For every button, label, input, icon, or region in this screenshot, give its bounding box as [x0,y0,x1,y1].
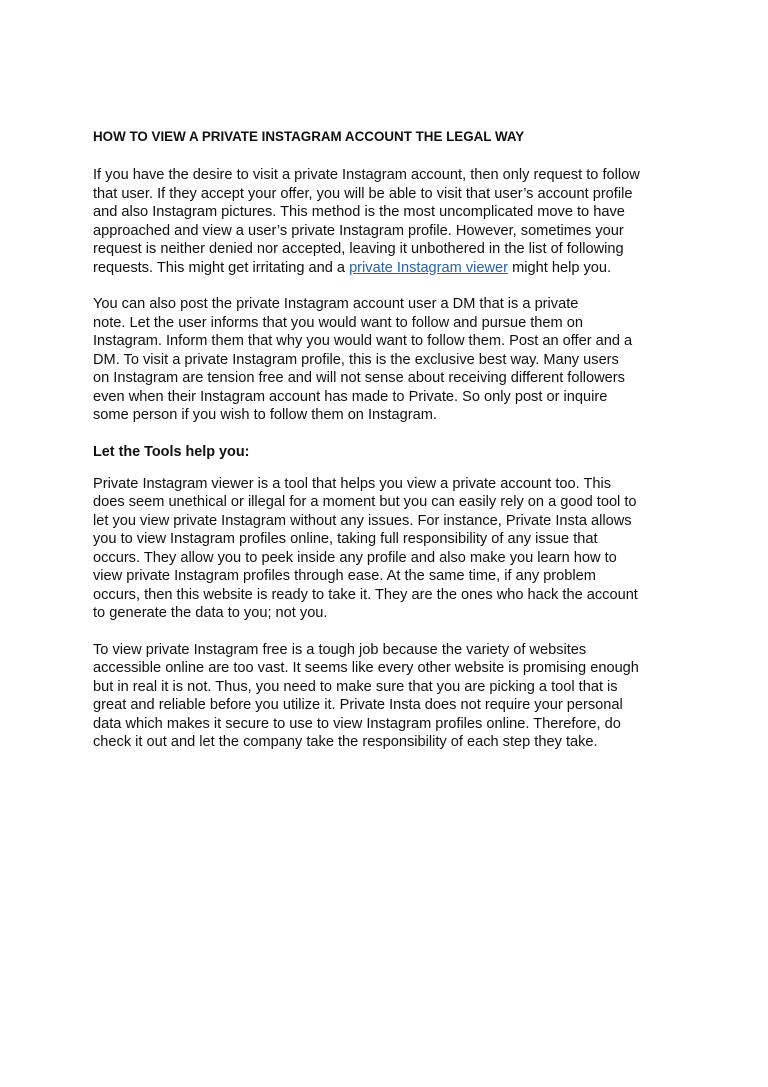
text-line: occurs. They allow you to peek inside any profile and also make you learn how to [93,549,617,566]
text-line: some person if you wish to follow them on Instagram. [93,407,437,423]
paragraph-request-follow [93,166,683,277]
text-line: let you view private Instagram without any issues. For instance, Private Insta allows [93,512,632,529]
text-line: on Instagram are tension free and will not sense about receiving different followers [93,370,625,386]
text-line: data which makes it secure to use to view Instagram profiles online. Therefore, do [93,715,621,732]
document-body [93,128,683,770]
text-line: but in real it is not. Thus, you need to make sure that you are picking a tool that is [93,678,618,695]
section-heading: Let the Tools help you: [93,443,250,460]
text-line [93,259,683,278]
text-line: accessible online are too vast. It seems like every other website is promising enough [93,660,639,676]
text-line: and also Instagram pictures. This method is the most uncomplicated move to have [93,204,625,220]
text-line: even when their Instagram account has made to Private. So only post or inquire [93,388,608,405]
private-instagram-viewer-link[interactable]: private Instagram viewer [349,259,509,276]
paragraph-free-viewing [93,641,683,752]
text-line: that user. If they accept your offer, you will be able to visit that user’s account profile [93,185,633,202]
paragraph-direct-message [93,295,683,425]
text-line: occurs, then this website is ready to take it. They are the ones who hack the account [93,586,638,603]
paragraph-tools [93,475,683,623]
text-line: You can also post the private Instagram account user a DM that is a private [93,296,579,312]
text-line: Instagram. Inform them that why you would want to follow them. Post an offer and a [93,333,633,349]
text-segment: might help you. [508,259,612,276]
text-line: great and reliable before you utilize it. Private Insta does not require your personal [93,697,623,713]
text-line: to generate the data to you; not you. [93,605,328,621]
document-title: HOW TO VIEW A PRIVATE INSTAGRAM ACCOUNT THE LEGAL WAY [93,129,525,144]
text-line: To view private Instagram free is a tough job because the variety of websites [93,641,587,658]
text-line: Private Instagram viewer is a tool that helps you view a private account too. This [93,475,612,492]
text-line: check it out and let the company take the responsibility of each step they take. [93,734,598,750]
text-segment: requests. This might get irritating and a [93,259,350,276]
text-line: note. Let the user informs that you would want to follow and pursue them on [93,314,583,331]
text-line: request is neither denied nor accepted, leaving it unbothered in the list of following [93,241,624,257]
text-line: approached and view a user’s private Instagram profile. However, sometimes your [93,222,624,239]
text-line: you to view Instagram profiles online, taking full responsibility of any issue that [93,531,598,547]
text-line: If you have the desire to visit a private Instagram account, then only request to follow [93,167,640,183]
text-line: does seem unethical or illegal for a moment but you can easily rely on a good tool to [93,494,637,510]
text-line: DM. To visit a private Instagram profile, this is the exclusive best way. Many users [93,351,619,368]
text-line: view private Instagram profiles through ease. At the same time, if any problem [93,568,596,584]
